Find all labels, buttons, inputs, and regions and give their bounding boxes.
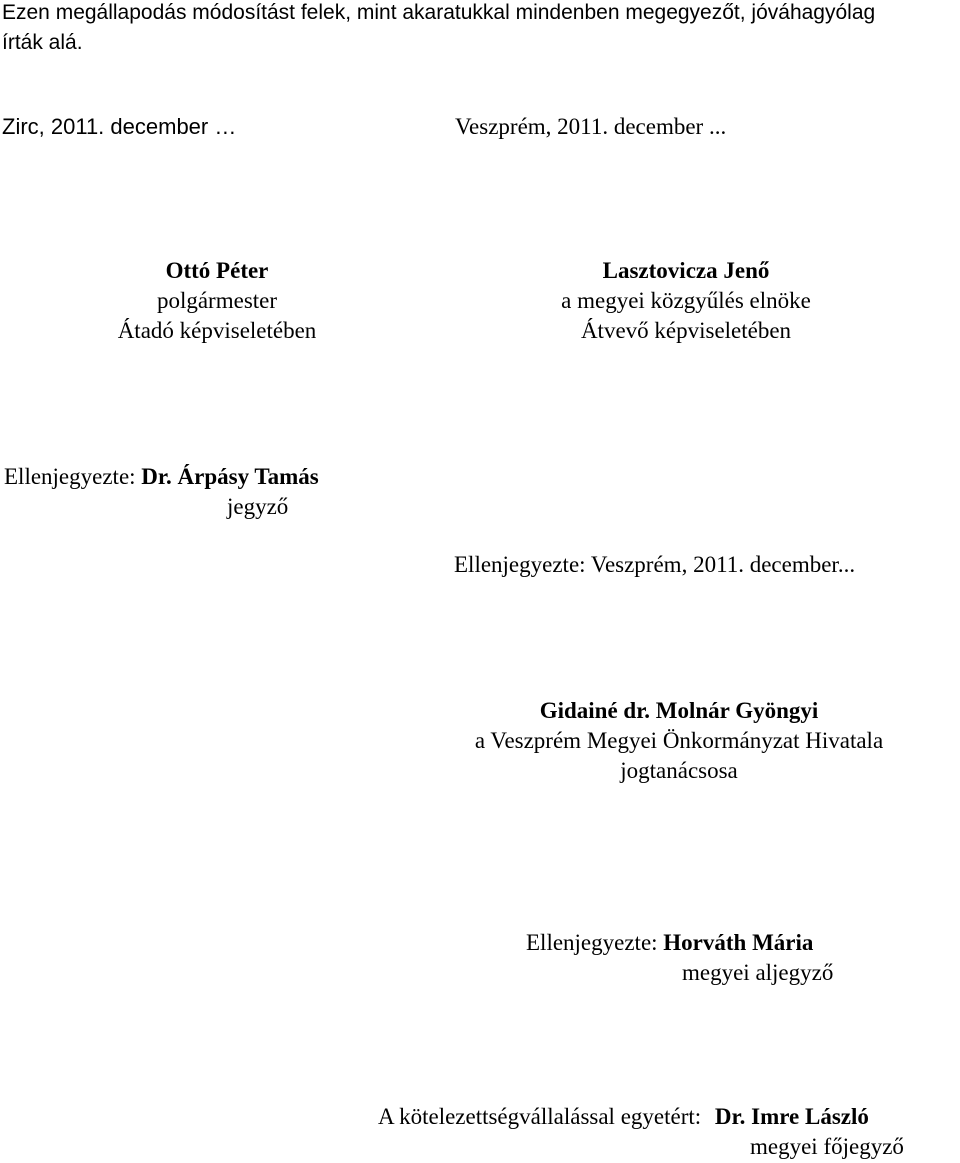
intro-line-1: Ezen megállapodás módosítást felek, mint akaratukkal mindenben megegyezőt, jóváhagyólag <box>2 1 876 24</box>
countersign-1-title: jegyző <box>227 494 289 519</box>
place-date-left: Zirc, 2011. december … <box>2 114 237 139</box>
legal-counsel-org: a Veszprém Megyei Önkormányzat Hivatala <box>474 728 884 753</box>
legal-counsel-title: jogtanácsosa <box>620 758 738 783</box>
signatory-left-name: Ottó Péter <box>165 258 269 283</box>
commitment-label: A kötelezettségvállalással egyetért: <box>378 1104 702 1129</box>
signatory-right-title: a megyei közgyűlés elnöke <box>561 288 811 313</box>
countersign-3-label: Ellenjegyezte: <box>526 930 658 955</box>
countersign-1-label: Ellenjegyezte: <box>4 464 136 489</box>
countersign-3-line <box>526 928 813 958</box>
place-date-right: Veszprém, 2011. december ... <box>455 114 727 139</box>
commitment-line <box>378 1102 869 1132</box>
commitment-name: Dr. Imre László <box>714 1104 869 1129</box>
countersign-3-title: megyei aljegyző <box>682 960 834 985</box>
signatory-left-title: polgármester <box>156 288 278 313</box>
countersign-1-line <box>4 462 319 492</box>
countersign-2-line: Ellenjegyezte: Veszprém, 2011. december... <box>454 552 856 577</box>
signatory-right-role: Átvevő képviseletében <box>580 318 792 343</box>
countersign-3-name: Horváth Mária <box>663 930 814 955</box>
legal-counsel-name: Gidainé dr. Molnár Gyöngyi <box>539 698 819 723</box>
intro-line-2: írták alá. <box>2 31 83 54</box>
countersign-1-name: Dr. Árpásy Tamás <box>141 464 319 489</box>
signatory-right-name: Lasztovicza Jenő <box>602 258 770 283</box>
commitment-title: megyei főjegyző <box>750 1134 904 1159</box>
signatory-left-role: Átadó képviseletében <box>117 318 317 343</box>
